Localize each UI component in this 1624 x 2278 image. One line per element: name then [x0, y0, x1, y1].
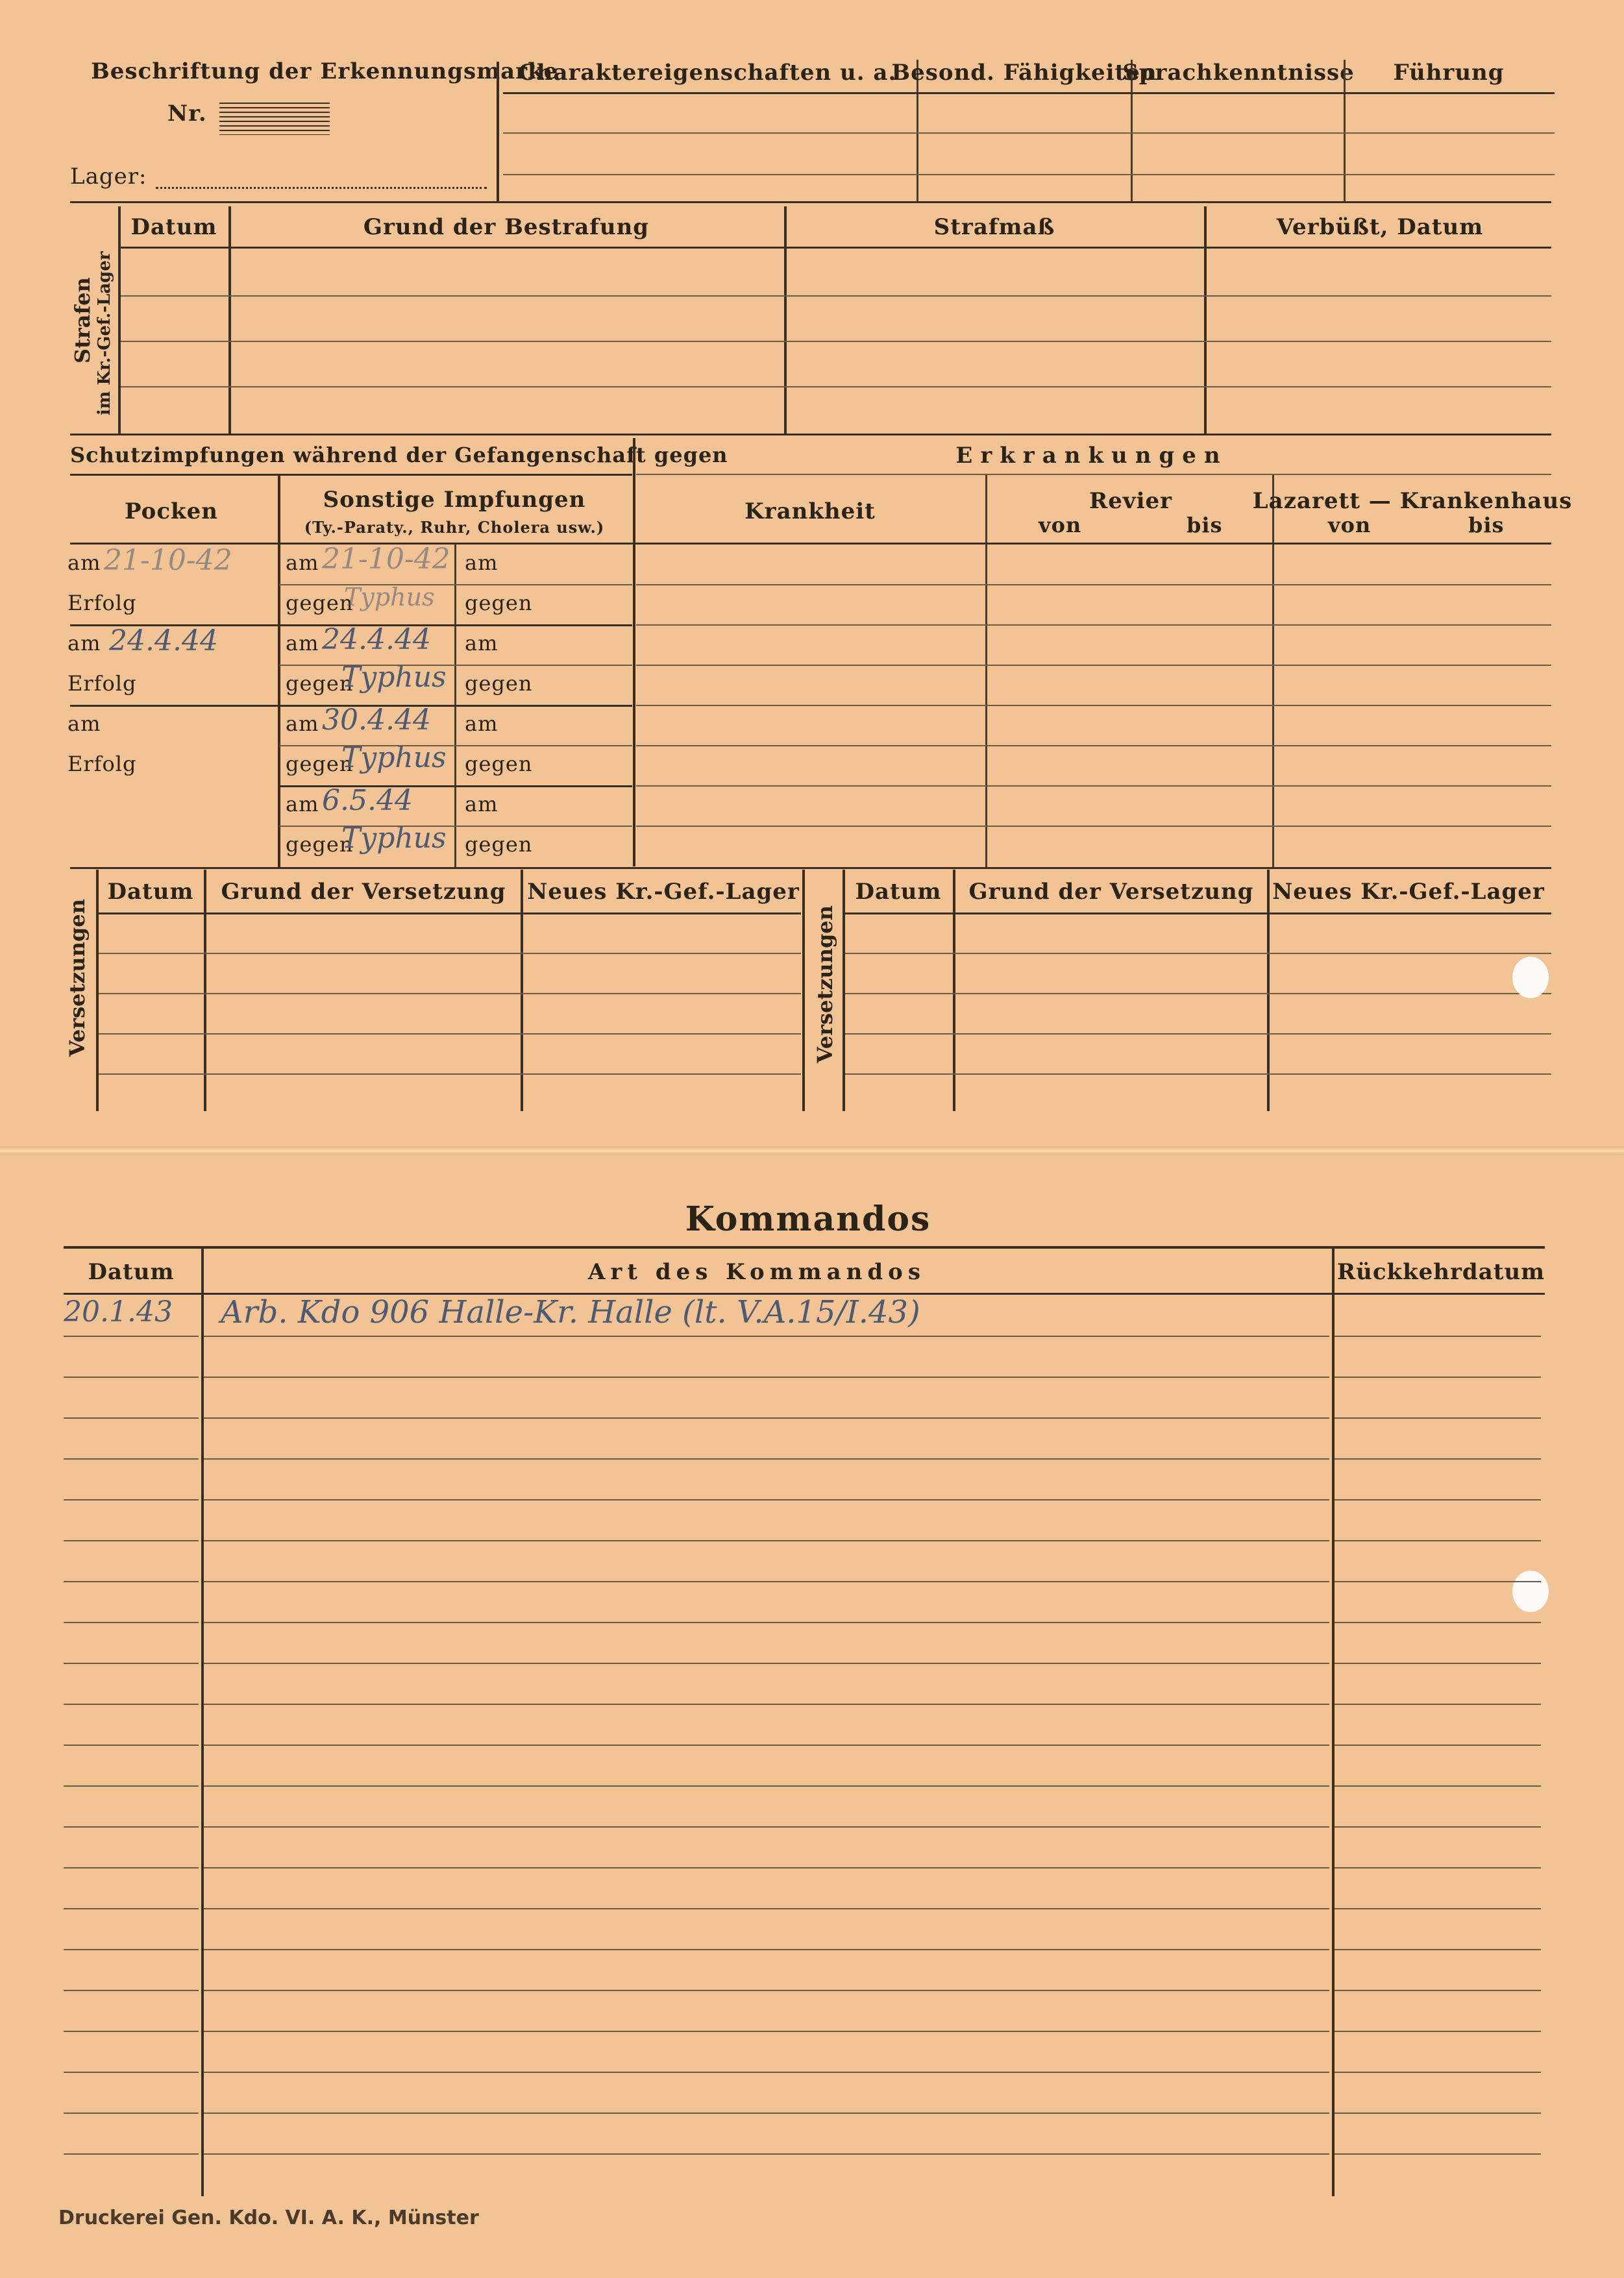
pocken-row-label: am: [68, 631, 101, 655]
other-row-value: Typhus: [341, 661, 447, 694]
pocken-row-value: 24.4.44: [109, 624, 218, 657]
kommandos-row-line: [204, 1622, 1329, 1623]
kommandos-row-line: [1335, 1704, 1541, 1705]
punishments-row-line: [121, 341, 1551, 342]
kommandos-row-line: [64, 2153, 199, 2155]
kommandos-row-line: [64, 1867, 199, 1868]
kommandos-row-line: [64, 2113, 199, 2114]
page-fold: [0, 1146, 1624, 1155]
transfers-col-reason: Grund der Versetzung: [221, 879, 506, 905]
revier-from-label: von: [1039, 513, 1082, 537]
other-row-label: gegen: [286, 752, 354, 776]
third-col-label: am: [465, 711, 498, 736]
vaccinations-title-rule: [70, 474, 632, 476]
kommandos-row-line: [1335, 1499, 1541, 1500]
kommandos-row-line: [204, 1867, 1329, 1868]
punishments-col-date: Datum: [130, 214, 217, 240]
other-row-value: 6.5.44: [322, 784, 413, 817]
vaccinations-bottom-rule: [70, 867, 1551, 869]
pocken-row-label: Erfolg: [68, 591, 137, 615]
transfers-row-line: [99, 953, 801, 954]
kommandos-row-line: [1335, 1622, 1541, 1623]
kommandos-top-rule: [64, 1246, 1545, 1249]
kommandos-row-line: [1335, 2153, 1541, 2155]
kommandos-row-line: [64, 2072, 199, 2073]
transfers-col-date-2: Datum: [855, 879, 942, 905]
kommandos-row-line: [204, 1336, 1329, 1337]
third-col-label: gegen: [465, 671, 533, 696]
other-row-value: 21-10-42: [322, 543, 450, 576]
nr-redacted-field: [219, 103, 330, 135]
transfers-col-reason-2: Grund der Versetzung: [968, 879, 1254, 905]
illness-row-line: [636, 624, 1551, 626]
kommandos-row-line: [1335, 1826, 1541, 1828]
kommandos-row-line: [204, 1704, 1329, 1705]
col-character-header: Charaktereigenschaften u. a.: [518, 60, 897, 86]
transfers-row-line: [845, 993, 1551, 994]
kommandos-divider: [1332, 1249, 1335, 2196]
kommandos-row-line: [204, 1826, 1329, 1828]
kommandos-row-line: [204, 1908, 1329, 1909]
col-languages-header: Sprachkenntnisse: [1122, 60, 1355, 86]
punishments-divider: [784, 206, 787, 434]
vacc-row-line: [279, 826, 632, 827]
kommandos-row-line: [204, 1663, 1329, 1664]
transfers-header-rule: [99, 912, 801, 914]
header-bottom-rule: [70, 201, 1551, 203]
hospital-to-label: bis: [1468, 513, 1505, 537]
kommandos-row-line: [64, 1949, 199, 1950]
illness-col-divider: [1272, 475, 1274, 868]
col-conduct-header: Führung: [1393, 60, 1505, 86]
kommandos-row-line: [1335, 1581, 1541, 1582]
kommandos-row-line: [204, 1417, 1329, 1419]
kommandos-row-line: [204, 2031, 1329, 2032]
kommandos-row-line: [64, 1417, 199, 1419]
kommandos-row-line: [204, 1458, 1329, 1460]
kommandos-row-line: [1335, 1377, 1541, 1378]
transfers-divider: [953, 870, 955, 1111]
kommandos-row-line: [64, 1581, 199, 1582]
kommando-entry-type: Arb. Kdo 906 Halle-Kr. Halle (lt. V.A.15/I.43): [221, 1294, 920, 1330]
kommandos-row-line: [1335, 1949, 1541, 1950]
vacc-col-other-sub: (Ty.-Paraty., Ruhr, Cholera usw.): [304, 518, 605, 537]
transfers-col-new-camp: Neues Kr.-Gef.-Lager: [527, 879, 800, 905]
other-row-value: 30.4.44: [322, 704, 431, 737]
illness-row-line: [636, 745, 1551, 746]
punishments-side-label-2: im Kr.-Gef.-Lager: [95, 251, 114, 415]
punishments-col-reason: Grund der Bestrafung: [363, 214, 650, 240]
punishments-header-rule: [121, 247, 1551, 249]
vaccinations-header-rule: [70, 543, 1551, 545]
third-col-label: gegen: [465, 832, 533, 857]
transfers-row-line: [99, 1073, 801, 1075]
kommandos-row-line: [64, 1826, 199, 1828]
kommandos-row-line: [204, 1581, 1329, 1582]
kommandos-row-line: [1335, 1458, 1541, 1460]
kommandos-row-line: [204, 1377, 1329, 1378]
transfers-divider: [843, 870, 845, 1111]
illness-row-line: [636, 584, 1551, 585]
other-row-label: am: [286, 550, 319, 575]
kommandos-row-line: [64, 1540, 199, 1541]
tag-label: Beschriftung der Erkennungsmarke: [91, 58, 559, 84]
printer-imprint: Druckerei Gen. Kdo. VI. A. K., Münster: [58, 2207, 479, 2229]
illness-row-line: [636, 826, 1551, 827]
transfers-divider: [802, 870, 805, 1111]
other-row-label: gegen: [286, 671, 354, 696]
pocken-row-label: Erfolg: [68, 752, 137, 776]
transfers-col-new-camp-2: Neues Kr.-Gef.-Lager: [1272, 879, 1545, 905]
transfers-row-line: [845, 953, 1551, 954]
other-row-value: 24.4.44: [322, 623, 431, 656]
pocken-row-label: am: [68, 550, 101, 575]
transfers-row-line: [99, 1033, 801, 1035]
punishments-row-line: [121, 386, 1551, 387]
transfers-divider: [96, 870, 99, 1111]
illnesses-title-rule: [636, 474, 1551, 475]
kommandos-row-line: [204, 2072, 1329, 2073]
kommandos-row-line: [204, 1540, 1329, 1541]
kommandos-row-line: [64, 2031, 199, 2032]
kommandos-row-line: [64, 1499, 199, 1500]
lager-label: Lager:: [70, 164, 147, 190]
transfers-row-line: [99, 993, 801, 994]
punishments-col-served: Verbüßt, Datum: [1276, 214, 1484, 240]
kommandos-col-return: Rückkehrdatum: [1336, 1259, 1545, 1285]
kommandos-row-line: [64, 1704, 199, 1705]
kommandos-row-line: [64, 1336, 199, 1337]
transfers-divider: [204, 870, 206, 1111]
kommandos-row-line: [204, 1745, 1329, 1746]
hospital-from-label: von: [1328, 513, 1372, 537]
kommandos-divider: [201, 1249, 204, 2196]
other-row-label: gegen: [286, 832, 354, 857]
kommandos-row-line: [1335, 1745, 1541, 1746]
other-row-label: am: [286, 792, 319, 816]
kommandos-row-line: [1335, 1540, 1541, 1541]
punishments-bottom-rule: [70, 434, 1551, 435]
col-skills-header: Besond. Fähigkeiten: [891, 60, 1157, 86]
kommandos-row-line: [1335, 1663, 1541, 1664]
third-col-label: gegen: [465, 752, 533, 776]
vacc-row-line: [70, 705, 632, 707]
transfers-row-line: [845, 1033, 1551, 1035]
punishments-divider: [1204, 206, 1207, 434]
kommandos-col-date: Datum: [88, 1259, 175, 1285]
transfers-col-date: Datum: [107, 879, 194, 905]
header-row-line: [503, 174, 1555, 175]
kommandos-row-line: [204, 1785, 1329, 1787]
kommandos-row-line: [1335, 2072, 1541, 2073]
vacc-row-line: [279, 584, 632, 585]
other-row-value: Typhus: [341, 822, 447, 855]
kommandos-row-line: [1335, 1417, 1541, 1419]
transfers-side-label-left: Versetzungen: [65, 899, 90, 1057]
vacc-col-divider: [278, 475, 280, 868]
third-col-label: am: [465, 550, 498, 575]
illness-col-divider: [985, 475, 987, 868]
kommandos-title: Kommandos: [685, 1199, 931, 1239]
kommandos-row-line: [1335, 1785, 1541, 1787]
transfers-header-rule: [845, 912, 1551, 914]
vacc-illness-divider: [633, 438, 635, 866]
transfers-side-label-right: Versetzungen: [813, 905, 837, 1063]
kommando-entry-date: 20.1.43: [64, 1295, 173, 1329]
kommandos-row-line: [64, 1663, 199, 1664]
illness-col-revier: Revier: [1089, 488, 1173, 514]
nr-label: Nr.: [167, 101, 207, 127]
illnesses-title: Erkrankungen: [955, 443, 1228, 469]
kommandos-row-line: [204, 2113, 1329, 2114]
header-rule: [503, 92, 1555, 94]
punishments-side-divider: [118, 206, 121, 434]
kommandos-row-line: [1335, 2031, 1541, 2032]
other-row-label: gegen: [286, 591, 354, 615]
third-col-label: am: [465, 792, 498, 816]
kommandos-row-line: [1335, 2113, 1541, 2114]
other-row-label: am: [286, 711, 319, 736]
kommandos-row-line: [64, 1377, 199, 1378]
illness-row-line: [636, 665, 1551, 666]
transfers-divider: [1267, 870, 1270, 1111]
punch-hole: [1512, 1571, 1549, 1612]
third-col-label: gegen: [465, 591, 533, 615]
punishments-divider: [228, 206, 231, 434]
revier-to-label: bis: [1187, 513, 1223, 537]
vacc-row-line: [279, 785, 632, 787]
kommandos-row-line: [64, 1458, 199, 1460]
kommandos-row-line: [1335, 1336, 1541, 1337]
transfers-row-line: [845, 1073, 1551, 1075]
third-col-label: am: [465, 631, 498, 655]
illness-col-hospital: Lazarett — Krankenhaus: [1252, 488, 1573, 514]
vacc-col-pocken: Pocken: [125, 498, 218, 524]
kommandos-row-line: [204, 1949, 1329, 1950]
kommandos-row-line: [1335, 1990, 1541, 1991]
punch-hole: [1512, 957, 1549, 998]
other-row-label: am: [286, 631, 319, 655]
kommandos-row-line: [1335, 1908, 1541, 1909]
illness-row-line: [636, 785, 1551, 787]
pocken-row-label: am: [68, 711, 101, 736]
lager-field[interactable]: [156, 187, 487, 189]
punishments-row-line: [121, 295, 1551, 297]
vacc-row-line: [279, 665, 632, 666]
pocken-row-label: Erfolg: [68, 671, 137, 696]
illness-col-name: Krankheit: [744, 498, 876, 524]
pocken-row-value: 21-10-42: [104, 544, 232, 577]
transfers-divider: [521, 870, 523, 1111]
other-row-value: Typhus: [341, 741, 447, 774]
vaccinations-title: Schutzimpfungen während der Gefangenschaft gegen: [70, 443, 728, 467]
vacc-row-line: [70, 624, 632, 626]
vacc-row-line: [279, 745, 632, 746]
header-col-divider: [1344, 60, 1346, 201]
kommandos-row-line: [204, 2153, 1329, 2155]
kommandos-row-line: [64, 1785, 199, 1787]
header-divider: [497, 62, 499, 201]
vacc-col-other: Sonstige Impfungen: [323, 487, 586, 513]
kommandos-row-line: [64, 1622, 199, 1623]
kommandos-col-type: Art des Kommandos: [588, 1259, 926, 1285]
illness-row-line: [636, 705, 1551, 706]
kommandos-row-line: [64, 1990, 199, 1991]
kommandos-row-line: [1335, 1867, 1541, 1868]
other-row-value: Typhus: [344, 583, 435, 611]
punishments-side-label: Strafen: [70, 277, 95, 363]
kommandos-row-line: [204, 1990, 1329, 1991]
header-row-line: [503, 132, 1555, 134]
kommandos-row-line: [64, 1908, 199, 1909]
kommandos-row-line: [64, 1745, 199, 1746]
punishments-col-penalty: Strafmaß: [933, 214, 1055, 240]
kommandos-row-line: [204, 1499, 1329, 1500]
